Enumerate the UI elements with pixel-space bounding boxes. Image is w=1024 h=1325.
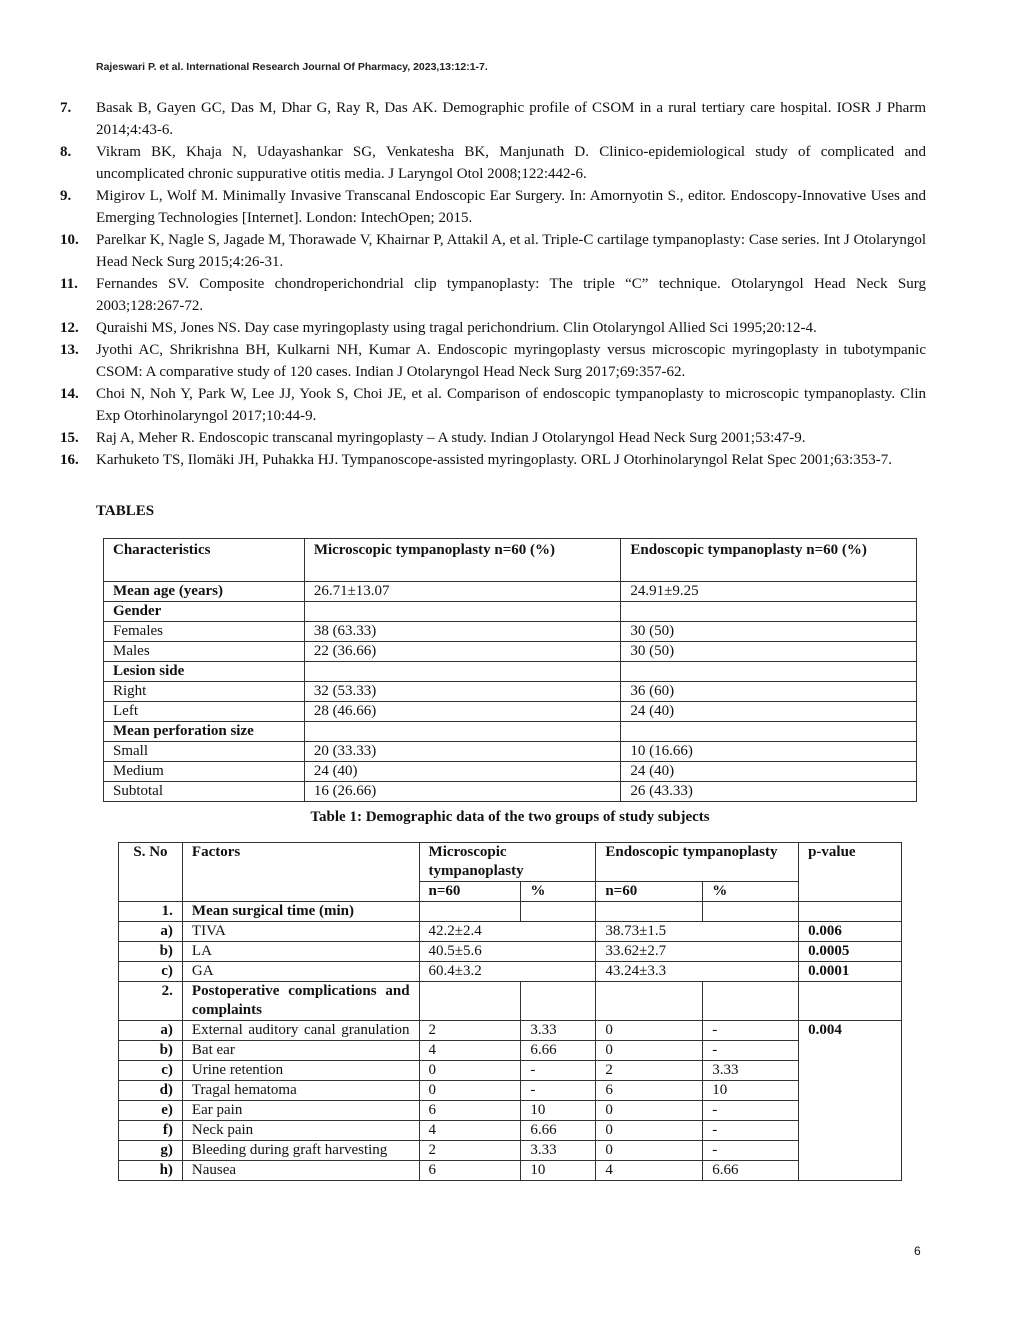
row-label: Mean age (years) <box>104 582 305 602</box>
reference-item <box>60 339 926 383</box>
reference-item <box>60 449 926 471</box>
reference-number: 11. <box>60 276 78 292</box>
cell-value: 10 (16.66) <box>621 742 917 762</box>
reference-number: 12. <box>60 320 79 336</box>
row-label: GA <box>182 962 419 982</box>
cell-value: 6.66 <box>703 1161 799 1181</box>
row-label: Gender <box>104 602 305 622</box>
p-value: 0.006 <box>799 922 902 942</box>
column-header: Characteristics <box>104 539 305 582</box>
reference-list <box>60 97 926 471</box>
table-header-row <box>119 843 902 882</box>
cell-value: 0 <box>419 1061 521 1081</box>
reference-item <box>60 383 926 427</box>
table-row <box>119 1101 902 1121</box>
cell-value <box>419 902 521 922</box>
cell-value <box>419 982 521 1021</box>
reference-item <box>60 229 926 273</box>
cell-value: 0 <box>596 1141 703 1161</box>
cell-value: 2 <box>596 1061 703 1081</box>
column-header: Microscopic tympanoplasty n=60 (%) <box>304 539 621 582</box>
cell-value: 24 (40) <box>621 762 917 782</box>
reference-number: 10. <box>60 232 79 248</box>
row-number: b) <box>119 942 183 962</box>
table-row <box>104 702 917 722</box>
reference-text: Quraishi MS, Jones NS. Day case myringoplasty using tragal perichondrium. Clin Otolaryngol Allied Sci 1995;20:12-4. <box>96 320 817 336</box>
row-number: f) <box>119 1121 183 1141</box>
cell-value <box>703 982 799 1021</box>
reference-number: 13. <box>60 342 79 358</box>
row-label: Mean perforation size <box>104 722 305 742</box>
reference-text: Basak B, Gayen GC, Das M, Dhar G, Ray R, Das AK. Demographic profile of CSOM in a rural tertiary care hospital. IOSR J Pharm 2014;4:43-6. <box>96 100 926 138</box>
cell-value: 6 <box>419 1161 521 1181</box>
reference-number: 16. <box>60 452 79 468</box>
cell-value: 10 <box>521 1161 596 1181</box>
cell-value: 33.62±2.7 <box>596 942 799 962</box>
table-row <box>104 622 917 642</box>
row-label: Lesion side <box>104 662 305 682</box>
cell-value <box>521 982 596 1021</box>
cell-value: 26.71±13.07 <box>304 582 621 602</box>
table-row <box>119 902 902 922</box>
row-label: Postoperative complications and complaints <box>182 982 419 1021</box>
row-label: TIVA <box>182 922 419 942</box>
reference-text: Migirov L, Wolf M. Minimally Invasive Transcanal Endoscopic Ear Surgery. In: Amornyotin S., editor. Endoscopy-Innovative Uses and Emerging Technologies [Internet]. London: IntechOpen; 2015. <box>96 188 926 226</box>
cell-value: 2 <box>419 1141 521 1161</box>
cell-value: 30 (50) <box>621 642 917 662</box>
table-row <box>104 662 917 682</box>
cell-value <box>521 902 596 922</box>
reference-text: Karhuketo TS, Ilomäki JH, Puhakka HJ. Tympanoscope-assisted myringoplasty. ORL J Otorhinolaryngol Relat Spec 2001;63:353-7. <box>96 452 892 468</box>
row-number: a) <box>119 1021 183 1041</box>
reference-text: Fernandes SV. Composite chondroperichondrial clip tympanoplasty: The triple “C” technique. Otolaryngol Head Neck Surg 2003;128:267-72. <box>96 276 926 314</box>
reference-item <box>60 273 926 317</box>
cell-value: 4 <box>596 1161 703 1181</box>
reference-number: 7. <box>60 100 72 116</box>
row-number: a) <box>119 922 183 942</box>
p-value: 0.004 <box>799 1021 902 1181</box>
cell-value <box>304 602 621 622</box>
table-row <box>104 642 917 662</box>
column-header: n=60 <box>419 882 521 902</box>
cell-value: 10 <box>521 1101 596 1121</box>
tables-heading: TABLES <box>96 503 155 519</box>
page-number: 6 <box>914 1244 921 1258</box>
cell-value: 28 (46.66) <box>304 702 621 722</box>
cell-value: 16 (26.66) <box>304 782 621 802</box>
cell-value: 38 (63.33) <box>304 622 621 642</box>
row-label: Bat ear <box>182 1041 419 1061</box>
cell-value: - <box>521 1081 596 1101</box>
column-header: Endoscopic tympanoplasty <box>596 843 799 882</box>
table-row <box>104 742 917 762</box>
table-row <box>104 582 917 602</box>
row-label: Ear pain <box>182 1101 419 1121</box>
row-number: c) <box>119 1061 183 1081</box>
table-row <box>119 942 902 962</box>
table-row <box>104 782 917 802</box>
column-header: S. No <box>119 843 183 902</box>
row-label: Tragal hematoma <box>182 1081 419 1101</box>
cell-value: - <box>703 1101 799 1121</box>
cell-value <box>703 902 799 922</box>
cell-value: 24.91±9.25 <box>621 582 917 602</box>
reference-number: 14. <box>60 386 79 402</box>
cell-value: 3.33 <box>521 1021 596 1041</box>
reference-item <box>60 317 926 339</box>
cell-value: 3.33 <box>703 1061 799 1081</box>
table-row <box>119 962 902 982</box>
table-row <box>119 1061 902 1081</box>
cell-value: 0 <box>596 1041 703 1061</box>
row-number: e) <box>119 1101 183 1121</box>
reference-item <box>60 185 926 229</box>
cell-value: 24 (40) <box>304 762 621 782</box>
cell-value <box>304 722 621 742</box>
table-row <box>119 1121 902 1141</box>
cell-value: 43.24±3.3 <box>596 962 799 982</box>
reference-text: Parelkar K, Nagle S, Jagade M, Thorawade V, Khairnar P, Attakil A, et al. Triple-C cartilage tympanoplasty: Case series. Int J Otolaryngol Head Neck Surg 2015;4:26-31. <box>96 232 926 270</box>
table-row <box>104 602 917 622</box>
cell-value: 38.73±1.5 <box>596 922 799 942</box>
cell-value: 60.4±3.2 <box>419 962 596 982</box>
cell-value: 0 <box>596 1021 703 1041</box>
cell-value: 0 <box>419 1081 521 1101</box>
cell-value: 40.5±5.6 <box>419 942 596 962</box>
row-number: b) <box>119 1041 183 1061</box>
row-number: h) <box>119 1161 183 1181</box>
p-value: 0.0001 <box>799 962 902 982</box>
cell-value: 20 (33.33) <box>304 742 621 762</box>
reference-number: 8. <box>60 144 72 160</box>
row-label: Neck pain <box>182 1121 419 1141</box>
row-label: Mean surgical time (min) <box>182 902 419 922</box>
table-row <box>119 1041 902 1061</box>
cell-value: - <box>703 1121 799 1141</box>
cell-value: - <box>703 1041 799 1061</box>
table-row <box>119 1081 902 1101</box>
row-label: Bleeding during graft harvesting <box>182 1141 419 1161</box>
cell-value <box>621 722 917 742</box>
column-header: Endoscopic tympanoplasty n=60 (%) <box>621 539 917 582</box>
row-label: Right <box>104 682 305 702</box>
table-row <box>119 1141 902 1161</box>
p-value: 0.0005 <box>799 942 902 962</box>
cell-value <box>596 902 703 922</box>
row-label: Subtotal <box>104 782 305 802</box>
cell-value: 24 (40) <box>621 702 917 722</box>
cell-value: 2 <box>419 1021 521 1041</box>
surgical-outcomes-table <box>118 842 902 1181</box>
reference-text: Jyothi AC, Shrikrishna BH, Kulkarni NH, Kumar A. Endoscopic myringoplasty versus microscopic myringoplasty in tubotympanic CSOM: A comparative study of 120 cases. Indian J Otolaryngol Head Neck Surg 2017;69:357-62. <box>96 342 926 380</box>
row-number: 1. <box>119 902 183 922</box>
row-number: g) <box>119 1141 183 1161</box>
table-row <box>104 722 917 742</box>
reference-number: 15. <box>60 430 79 446</box>
table-row <box>104 762 917 782</box>
table-row <box>119 922 902 942</box>
table-row <box>119 982 902 1021</box>
table-row <box>104 682 917 702</box>
row-label: Nausea <box>182 1161 419 1181</box>
column-header: Factors <box>182 843 419 902</box>
cell-value: 0 <box>596 1121 703 1141</box>
row-label: External auditory canal granulation <box>182 1021 419 1041</box>
cell-value: 6.66 <box>521 1121 596 1141</box>
cell-value <box>621 662 917 682</box>
cell-value: 6 <box>419 1101 521 1121</box>
column-header: p-value <box>799 843 902 902</box>
reference-item <box>60 97 926 141</box>
cell-value: 6.66 <box>521 1041 596 1061</box>
demographic-table <box>103 538 917 802</box>
row-label: Urine retention <box>182 1061 419 1081</box>
row-label: Males <box>104 642 305 662</box>
cell-value: - <box>703 1021 799 1041</box>
row-label: Small <box>104 742 305 762</box>
cell-value: 42.2±2.4 <box>419 922 596 942</box>
cell-value: - <box>521 1061 596 1081</box>
column-header: % <box>521 882 596 902</box>
table-row <box>119 1021 902 1041</box>
cell-value: 36 (60) <box>621 682 917 702</box>
reference-number: 9. <box>60 188 72 204</box>
cell-value: 32 (53.33) <box>304 682 621 702</box>
reference-item <box>60 427 926 449</box>
row-label: Females <box>104 622 305 642</box>
reference-text: Raj A, Meher R. Endoscopic transcanal myringoplasty – A study. Indian J Otolaryngol Head Neck Surg 2001;53:47-9. <box>96 430 806 446</box>
row-label: LA <box>182 942 419 962</box>
table-row <box>119 1161 902 1181</box>
cell-value: 22 (36.66) <box>304 642 621 662</box>
column-header: Microscopic tympanoplasty <box>419 843 596 882</box>
column-header: % <box>703 882 799 902</box>
table-1-caption: Table 1: Demographic data of the two groups of study subjects <box>310 809 710 825</box>
cell-value: 3.33 <box>521 1141 596 1161</box>
cell-value: 30 (50) <box>621 622 917 642</box>
cell-value: 4 <box>419 1041 521 1061</box>
column-header: n=60 <box>596 882 703 902</box>
row-number: d) <box>119 1081 183 1101</box>
running-header: Rajeswari P. et al. International Research Journal Of Pharmacy, 2023,13:12:1-7. <box>96 61 488 73</box>
reference-text: Vikram BK, Khaja N, Udayashankar SG, Venkatesha BK, Manjunath D. Clinico-epidemiological study of complicated and uncomplicated chronic suppurative otitis media. J Laryngol Otol 2008;122:442-6. <box>96 144 926 182</box>
row-label: Medium <box>104 762 305 782</box>
cell-value <box>304 662 621 682</box>
row-label: Left <box>104 702 305 722</box>
cell-value <box>596 982 703 1021</box>
cell-value <box>799 902 902 922</box>
cell-value: 26 (43.33) <box>621 782 917 802</box>
cell-value: 4 <box>419 1121 521 1141</box>
reference-item <box>60 141 926 185</box>
cell-value: 6 <box>596 1081 703 1101</box>
row-number: 2. <box>119 982 183 1021</box>
reference-text: Choi N, Noh Y, Park W, Lee JJ, Yook S, Choi JE, et al. Comparison of endoscopic tympanoplasty to microscopic tympanoplasty. Clin Exp Otorhinolaryngol 2017;10:44-9. <box>96 386 926 424</box>
cell-value <box>799 982 902 1021</box>
cell-value: - <box>703 1141 799 1161</box>
cell-value: 0 <box>596 1101 703 1121</box>
table-header-row <box>104 539 917 582</box>
row-number: c) <box>119 962 183 982</box>
cell-value: 10 <box>703 1081 799 1101</box>
cell-value <box>621 602 917 622</box>
